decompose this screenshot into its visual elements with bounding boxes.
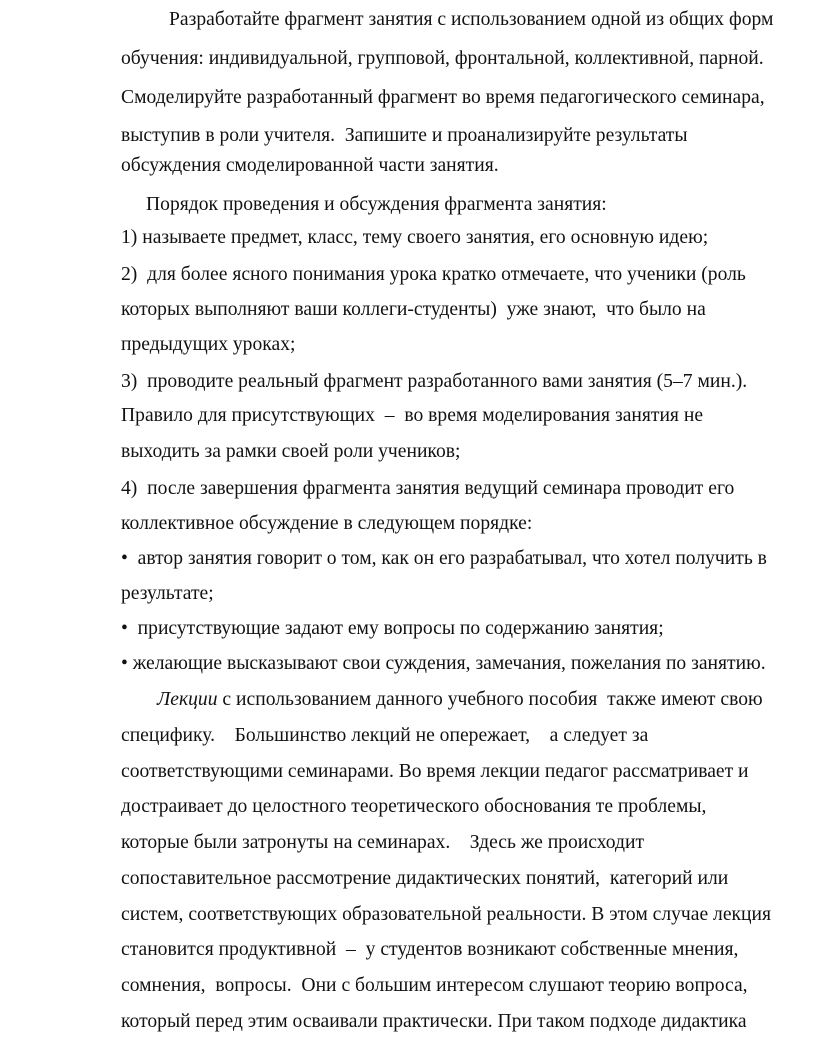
- text-line-23: достраивает до целостного теоретического обоснования те проблемы,: [121, 796, 707, 817]
- text-line-1: Разработайте фрагмент занятия с использованием одной из общих форм: [169, 9, 774, 30]
- text-line-9: которых выполняют ваши коллеги-студенты) уже знают, что было на: [121, 299, 706, 320]
- lecture-term: Лекции: [157, 689, 218, 710]
- text-line-2: обучения: индивидуальной, групповой, фронтальной, коллективной, парной.: [121, 48, 764, 69]
- text-line-26: систем, соответствующих образовательной реальности. В этом случае лекция: [121, 904, 772, 925]
- lecture-line-rest: с использованием данного учебного пособия также имеют свою: [217, 689, 763, 710]
- text-line-14: 4) после завершения фрагмента занятия ведущий семинара проводит его: [121, 478, 735, 499]
- text-line-5: обсуждения смоделированной части занятия.: [121, 155, 499, 176]
- text-line-3: Смоделируйте разработанный фрагмент во время педагогического семинара,: [121, 87, 765, 108]
- text-line-10: предыдущих уроках;: [121, 334, 296, 355]
- text-line-13: выходить за рамки своей роли учеников;: [121, 441, 461, 462]
- text-line-25: сопоставительное рассмотрение дидактических понятий, категорий или: [121, 868, 729, 889]
- text-line-24: которые были затронуты на семинарах. Здесь же происходит: [121, 832, 645, 853]
- text-line-12: Правило для присутствующих – во время моделирования занятия не: [121, 405, 704, 426]
- text-line-27: становится продуктивной – у студентов возникают собственные мнения,: [121, 939, 739, 960]
- text-line-19: • желающие высказывают свои суждения, замечания, пожелания по занятию.: [121, 653, 766, 674]
- text-line-6: Порядок проведения и обсуждения фрагмента занятия:: [146, 194, 607, 215]
- text-line-17: результате;: [121, 583, 214, 604]
- text-line-29: который перед этим осваивали практически. При таком подходе дидактика: [121, 1011, 747, 1032]
- text-line-8: 2) для более ясного понимания урока кратко отмечаете, что ученики (роль: [121, 264, 746, 285]
- text-line-22: соответствующими семинарами. Во время лекции педагог рассматривает и: [121, 761, 749, 782]
- text-line-18: • присутствующие задают ему вопросы по содержанию занятия;: [121, 618, 664, 639]
- text-line-28: сомнения, вопросы. Они с большим интересом слушают теорию вопроса,: [121, 975, 748, 996]
- text-line-7: 1) называете предмет, класс, тему своего занятия, его основную идею;: [121, 227, 709, 248]
- text-line-20: [157, 688, 763, 712]
- text-line-21: специфику. Большинство лекций не опережает, а следует за: [121, 725, 649, 746]
- text-line-16: • автор занятия говорит о том, как он его разрабатывал, что хотел получить в: [121, 548, 767, 569]
- text-line-4: выступив в роли учителя. Запишите и проанализируйте результаты: [121, 125, 688, 146]
- text-line-15: коллективное обсуждение в следующем порядке:: [121, 513, 533, 534]
- text-line-11: 3) проводите реальный фрагмент разработанного вами занятия (5–7 мин.).: [121, 371, 748, 392]
